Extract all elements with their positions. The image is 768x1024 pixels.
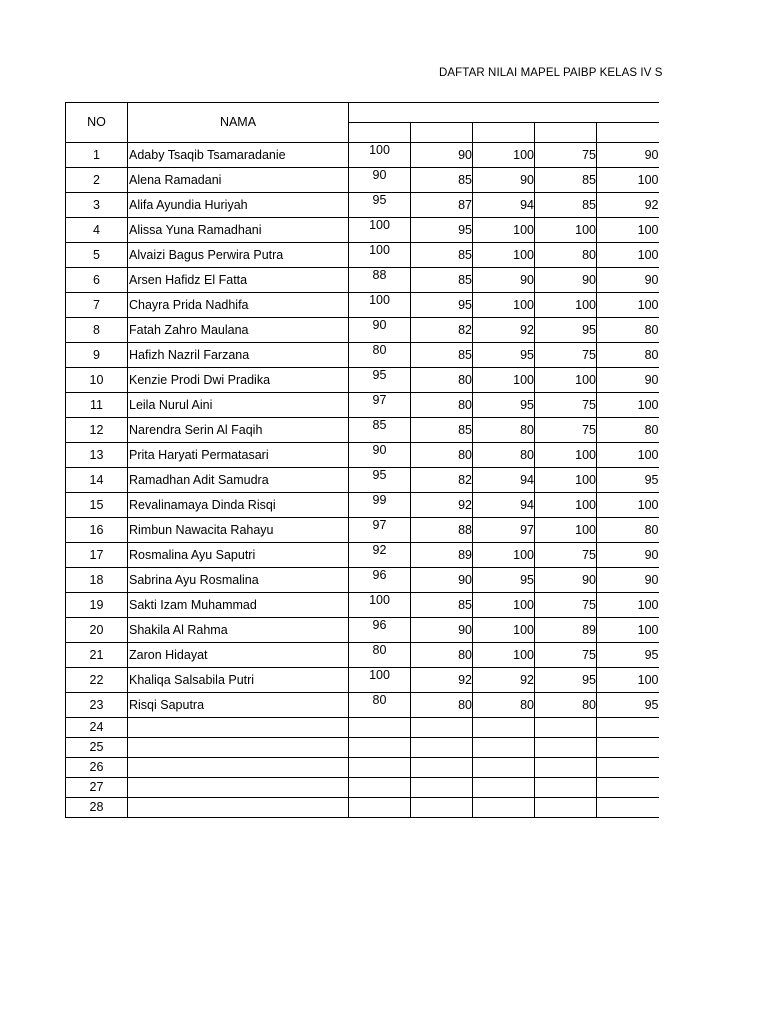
cell-score-5: 90 <box>597 543 659 568</box>
cell-score-3: 80 <box>473 418 535 443</box>
cell-score-4: 80 <box>535 693 597 718</box>
cell-score-3: 100 <box>473 293 535 318</box>
cell-no: 23 <box>66 693 128 718</box>
column-header-score-2 <box>411 123 473 143</box>
cell-no: 1 <box>66 143 128 168</box>
cell-score-3: 92 <box>473 668 535 693</box>
cell-no: 6 <box>66 268 128 293</box>
cell-score-1: 90 <box>349 168 411 193</box>
cell-score-2: 82 <box>411 468 473 493</box>
cell-nama: Narendra Serin Al Faqih <box>128 418 349 443</box>
cell-score-4: 100 <box>535 493 597 518</box>
cell-score-4: 75 <box>535 143 597 168</box>
cell-nama: Rosmalina Ayu Saputri <box>128 543 349 568</box>
cell-score-1 <box>349 738 411 758</box>
cell-nama: Prita Haryati Permatasari <box>128 443 349 468</box>
cell-score-5: 92 <box>597 193 659 218</box>
cell-score-1: 100 <box>349 243 411 268</box>
cell-score-4 <box>535 758 597 778</box>
cell-score-3: 94 <box>473 193 535 218</box>
cell-score-1: 95 <box>349 368 411 393</box>
cell-score-2: 80 <box>411 443 473 468</box>
cell-score-5: 100 <box>597 443 659 468</box>
cell-score-4: 95 <box>535 668 597 693</box>
cell-score-2: 85 <box>411 243 473 268</box>
cell-no: 15 <box>66 493 128 518</box>
cell-score-1: 100 <box>349 293 411 318</box>
cell-no: 18 <box>66 568 128 593</box>
cell-score-1: 99 <box>349 493 411 518</box>
table-row <box>66 318 659 343</box>
cell-no: 5 <box>66 243 128 268</box>
cell-nama: Risqi Saputra <box>128 693 349 718</box>
cell-score-5: 80 <box>597 518 659 543</box>
cell-score-5 <box>597 778 659 798</box>
table-row <box>66 668 659 693</box>
cell-score-4: 75 <box>535 593 597 618</box>
cell-no: 19 <box>66 593 128 618</box>
cell-nama: Alissa Yuna Ramadhani <box>128 218 349 243</box>
cell-score-5: 95 <box>597 468 659 493</box>
cell-score-3: 100 <box>473 593 535 618</box>
cell-score-3: 100 <box>473 143 535 168</box>
cell-score-4 <box>535 718 597 738</box>
cell-nama <box>128 738 349 758</box>
cell-nama <box>128 718 349 738</box>
cell-score-5: 100 <box>597 243 659 268</box>
cell-score-3: 90 <box>473 268 535 293</box>
cell-score-2: 95 <box>411 293 473 318</box>
table-row <box>66 393 659 418</box>
cell-score-3 <box>473 798 535 818</box>
cell-score-3: 100 <box>473 618 535 643</box>
cell-score-3: 100 <box>473 243 535 268</box>
column-header-score-5 <box>597 123 659 143</box>
cell-score-1: 80 <box>349 343 411 368</box>
cell-score-4: 95 <box>535 318 597 343</box>
cell-score-2: 85 <box>411 168 473 193</box>
cell-score-1: 90 <box>349 443 411 468</box>
cell-score-5: 90 <box>597 368 659 393</box>
cell-no: 12 <box>66 418 128 443</box>
cell-score-1 <box>349 758 411 778</box>
cell-score-5: 100 <box>597 618 659 643</box>
cell-nama <box>128 778 349 798</box>
cell-score-2: 90 <box>411 143 473 168</box>
cell-score-1 <box>349 778 411 798</box>
table-row <box>66 368 659 393</box>
cell-score-3: 80 <box>473 443 535 468</box>
cell-no: 24 <box>66 718 128 738</box>
cell-score-5: 95 <box>597 643 659 668</box>
cell-score-2 <box>411 778 473 798</box>
cell-score-3: 95 <box>473 393 535 418</box>
cell-score-3: 94 <box>473 493 535 518</box>
cell-score-2 <box>411 798 473 818</box>
cell-nama: Alvaizi Bagus Perwira Putra <box>128 243 349 268</box>
cell-no: 17 <box>66 543 128 568</box>
cell-score-3: 94 <box>473 468 535 493</box>
cell-score-3: 100 <box>473 218 535 243</box>
column-header-group <box>349 103 659 123</box>
table-row <box>66 738 659 758</box>
cell-nama: Alifa Ayundia Huriyah <box>128 193 349 218</box>
cell-score-4: 100 <box>535 368 597 393</box>
cell-nama <box>128 798 349 818</box>
table-row <box>66 443 659 468</box>
cell-score-5: 100 <box>597 493 659 518</box>
cell-score-5 <box>597 738 659 758</box>
cell-score-1: 80 <box>349 693 411 718</box>
cell-score-1: 80 <box>349 643 411 668</box>
cell-score-5: 80 <box>597 343 659 368</box>
cell-score-1: 95 <box>349 468 411 493</box>
cell-score-1: 95 <box>349 193 411 218</box>
cell-score-2: 90 <box>411 618 473 643</box>
cell-nama: Sakti Izam Muhammad <box>128 593 349 618</box>
cell-score-5: 100 <box>597 668 659 693</box>
cell-score-5: 95 <box>597 693 659 718</box>
cell-score-3: 100 <box>473 643 535 668</box>
cell-score-4: 90 <box>535 568 597 593</box>
cell-score-3: 80 <box>473 693 535 718</box>
cell-nama: Zaron Hidayat <box>128 643 349 668</box>
cell-score-1: 100 <box>349 143 411 168</box>
table-row <box>66 343 659 368</box>
cell-score-3: 95 <box>473 343 535 368</box>
table-row <box>66 268 659 293</box>
column-header-score-1 <box>349 123 411 143</box>
cell-score-4: 85 <box>535 193 597 218</box>
cell-score-2: 85 <box>411 418 473 443</box>
cell-nama: Leila Nurul Aini <box>128 393 349 418</box>
cell-score-1: 97 <box>349 393 411 418</box>
cell-score-1: 92 <box>349 543 411 568</box>
table-row <box>66 168 659 193</box>
cell-score-4 <box>535 798 597 818</box>
cell-score-2: 90 <box>411 568 473 593</box>
document-title: DAFTAR NILAI MAPEL PAIBP KELAS IV S <box>439 67 663 79</box>
cell-nama: Adaby Tsaqib Tsamaradanie <box>128 143 349 168</box>
cell-score-4: 80 <box>535 243 597 268</box>
cell-nama: Fatah Zahro Maulana <box>128 318 349 343</box>
header-row-top <box>66 103 659 123</box>
table-row <box>66 493 659 518</box>
cell-no: 9 <box>66 343 128 368</box>
table-row <box>66 593 659 618</box>
table-row <box>66 618 659 643</box>
table-row <box>66 243 659 268</box>
cell-score-2: 87 <box>411 193 473 218</box>
cell-score-4: 85 <box>535 168 597 193</box>
cell-score-2: 80 <box>411 393 473 418</box>
cell-nama: Hafizh Nazril Farzana <box>128 343 349 368</box>
cell-no: 28 <box>66 798 128 818</box>
cell-score-5: 100 <box>597 168 659 193</box>
cell-score-2 <box>411 758 473 778</box>
cell-no: 3 <box>66 193 128 218</box>
table-row <box>66 293 659 318</box>
table-row <box>66 193 659 218</box>
cell-score-4: 90 <box>535 268 597 293</box>
cell-no: 25 <box>66 738 128 758</box>
grade-table-container <box>65 102 659 814</box>
cell-score-2: 92 <box>411 668 473 693</box>
cell-score-2: 80 <box>411 368 473 393</box>
cell-no: 7 <box>66 293 128 318</box>
cell-score-5 <box>597 758 659 778</box>
cell-score-2: 80 <box>411 693 473 718</box>
cell-score-2 <box>411 718 473 738</box>
cell-nama: Chayra Prida Nadhifa <box>128 293 349 318</box>
cell-no: 26 <box>66 758 128 778</box>
cell-nama: Rimbun Nawacita Rahayu <box>128 518 349 543</box>
cell-no: 13 <box>66 443 128 468</box>
cell-score-5: 100 <box>597 218 659 243</box>
cell-score-4: 75 <box>535 543 597 568</box>
cell-nama: Revalinamaya Dinda Risqi <box>128 493 349 518</box>
table-row <box>66 543 659 568</box>
cell-nama: Kenzie Prodi Dwi Pradika <box>128 368 349 393</box>
column-header-nama: NAMA <box>128 103 349 143</box>
table-row <box>66 798 659 818</box>
cell-score-1: 96 <box>349 568 411 593</box>
table-row <box>66 758 659 778</box>
cell-score-2: 85 <box>411 268 473 293</box>
cell-nama: Khaliqa Salsabila Putri <box>128 668 349 693</box>
cell-score-3: 100 <box>473 543 535 568</box>
table-row <box>66 568 659 593</box>
cell-score-3: 97 <box>473 518 535 543</box>
table-row <box>66 778 659 798</box>
cell-no: 4 <box>66 218 128 243</box>
table-row <box>66 718 659 738</box>
cell-nama: Shakila Al Rahma <box>128 618 349 643</box>
cell-no: 8 <box>66 318 128 343</box>
cell-score-2: 88 <box>411 518 473 543</box>
column-header-score-4 <box>535 123 597 143</box>
cell-score-2 <box>411 738 473 758</box>
cell-score-3 <box>473 778 535 798</box>
cell-score-5 <box>597 798 659 818</box>
cell-score-3 <box>473 758 535 778</box>
cell-score-1 <box>349 798 411 818</box>
table-row <box>66 643 659 668</box>
table-row <box>66 518 659 543</box>
cell-no: 11 <box>66 393 128 418</box>
cell-no: 21 <box>66 643 128 668</box>
cell-score-4: 100 <box>535 293 597 318</box>
cell-no: 10 <box>66 368 128 393</box>
cell-score-3 <box>473 738 535 758</box>
cell-no: 27 <box>66 778 128 798</box>
cell-score-5: 90 <box>597 568 659 593</box>
cell-score-4: 89 <box>535 618 597 643</box>
cell-nama <box>128 758 349 778</box>
cell-score-1: 85 <box>349 418 411 443</box>
cell-no: 22 <box>66 668 128 693</box>
table-row <box>66 418 659 443</box>
table-row <box>66 468 659 493</box>
cell-score-4: 75 <box>535 418 597 443</box>
cell-score-5: 100 <box>597 593 659 618</box>
cell-no: 14 <box>66 468 128 493</box>
cell-score-2: 85 <box>411 343 473 368</box>
cell-score-1: 88 <box>349 268 411 293</box>
cell-score-1: 90 <box>349 318 411 343</box>
cell-score-4 <box>535 738 597 758</box>
cell-score-2: 80 <box>411 643 473 668</box>
cell-no: 16 <box>66 518 128 543</box>
cell-score-4: 100 <box>535 518 597 543</box>
cell-score-3 <box>473 718 535 738</box>
cell-score-1: 100 <box>349 668 411 693</box>
cell-nama: Alena Ramadani <box>128 168 349 193</box>
cell-score-1 <box>349 718 411 738</box>
column-header-no: NO <box>66 103 128 143</box>
cell-nama: Ramadhan Adit Samudra <box>128 468 349 493</box>
cell-score-2: 89 <box>411 543 473 568</box>
cell-score-4: 75 <box>535 343 597 368</box>
cell-score-3: 92 <box>473 318 535 343</box>
cell-score-5: 100 <box>597 293 659 318</box>
cell-score-4: 100 <box>535 443 597 468</box>
cell-score-2: 92 <box>411 493 473 518</box>
cell-score-2: 95 <box>411 218 473 243</box>
cell-score-4 <box>535 778 597 798</box>
table-row <box>66 143 659 168</box>
grade-table <box>65 102 659 818</box>
cell-no: 2 <box>66 168 128 193</box>
cell-score-1: 96 <box>349 618 411 643</box>
cell-score-5: 100 <box>597 393 659 418</box>
cell-score-4: 75 <box>535 643 597 668</box>
cell-score-4: 100 <box>535 468 597 493</box>
cell-score-1: 100 <box>349 218 411 243</box>
cell-score-5: 80 <box>597 318 659 343</box>
cell-nama: Arsen Hafidz El Fatta <box>128 268 349 293</box>
cell-score-4: 100 <box>535 218 597 243</box>
table-row <box>66 693 659 718</box>
cell-no: 20 <box>66 618 128 643</box>
cell-score-4: 75 <box>535 393 597 418</box>
cell-score-3: 100 <box>473 368 535 393</box>
table-row <box>66 218 659 243</box>
cell-score-2: 82 <box>411 318 473 343</box>
cell-score-3: 90 <box>473 168 535 193</box>
column-header-score-3 <box>473 123 535 143</box>
cell-score-1: 97 <box>349 518 411 543</box>
cell-score-1: 100 <box>349 593 411 618</box>
cell-score-5 <box>597 718 659 738</box>
cell-score-2: 85 <box>411 593 473 618</box>
cell-score-5: 80 <box>597 418 659 443</box>
cell-score-5: 90 <box>597 143 659 168</box>
cell-score-5: 90 <box>597 268 659 293</box>
cell-score-3: 95 <box>473 568 535 593</box>
cell-nama: Sabrina Ayu Rosmalina <box>128 568 349 593</box>
